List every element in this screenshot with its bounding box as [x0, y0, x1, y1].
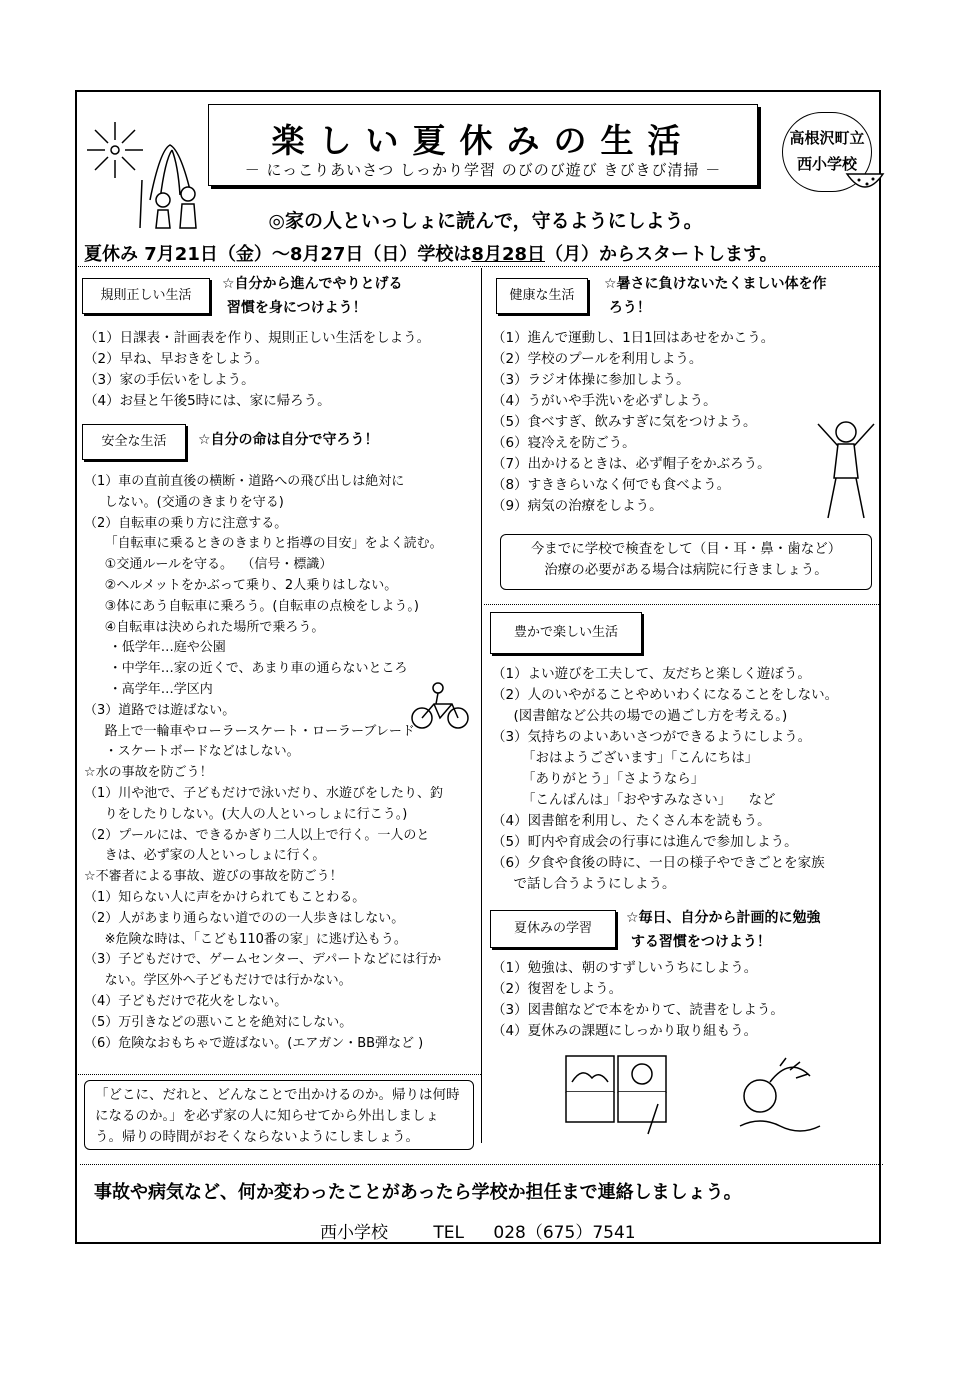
- picture-book-icon: [562, 1052, 672, 1136]
- section-label-health: 健康な生活: [496, 278, 588, 314]
- dates-suffix: （月）からスタートします。: [545, 244, 778, 265]
- tel-number: 028（675）7541: [493, 1223, 636, 1243]
- footer-contact: [320, 1218, 636, 1243]
- divider: [80, 1164, 883, 1165]
- page-subtitle: － にっこりあいさつ しっかり学習 のびのび遊び きびきび清掃 －: [244, 161, 722, 179]
- footer-school: 西小学校: [320, 1223, 388, 1243]
- checkup-note: 今までに学校で検査をして（目・耳・鼻・歯など） 治療の必要がある場合は病院に行きましょう。: [500, 534, 872, 590]
- section-label-regular: 規則正しい生活: [82, 278, 210, 314]
- section-label-rich: 豊かで楽しい生活: [490, 612, 642, 654]
- swimmer-icon: [730, 1046, 830, 1136]
- goal-study: ☆毎日、自分から計画的に勉強 する習慣をつけよう！: [626, 910, 821, 950]
- outing-note: 「どこに、だれと、どんなことで出かけるのか。帰りは何時 になるのか。」を必ず家の人に知らせてから外出しましょ う。帰りの時間がおそくならないようにしましょう。: [84, 1080, 474, 1150]
- goal-regular: ☆自分から進んでやりとげる 習慣を身につけよう！: [222, 276, 403, 316]
- dates-prefix: 夏休み 7月21日（金）～8月27日（日）学校は: [84, 244, 472, 265]
- bicycle-icon: [408, 682, 472, 730]
- section-label-safety: 安全な生活: [82, 424, 186, 460]
- regular-list: （1）日課表・計画表を作り、規則正しい生活をしよう。 （2）早ね、早おきをしよう。 （3）家の手伝いをしよう。 （4）お昼と午後5時には、家に帰ろう。: [84, 330, 431, 409]
- safety-list: （1）車の直前直後の横断・道路への飛び出しは絶対に しない。(交通のきまりを守る) （2）自転車の乗り方に注意する。 「自転車に乗るときのきまりと指導の目安」をよく読む。 ①交通ルールを守る。 （信号・標識） ②ヘルメットをかぶって乗り、2人乗りはしない。 ③体にあう自転車に乗ろう。(自転車の点検をしよう。) ④自転車は決められた場所で乗ろう。 ・低学年…庭や公園 ・中学年…家の近くで、あまり車の通らないところ ・高学年…学区内 （3）道路では遊ばない。 路上で一輪車やローラースケート・ローラーブレード ・スケートボードなどはしない。 ☆水の事故を防ごう！ （1）川や池で、子どもだけで泳いだり、水遊びをしたり、釣 りをしたりしない。(大人の人といっしょに行こう。) （2）プールには、できるかぎり二人以上で行く。一人のと きは、必ず家の人といっしょに行く。 ☆不審者による事故、遊びの事故を防ごう！ （1）知らない人に声をかけられてもことわる。 （2）人があまり通らない道でのの一人歩きはしない。 ※危険な時は、「こども110番の家」に逃げ込もう。 （3）子どもだけで、ゲームセンター、デパートなどには行か ない。学区外へ子どもだけでは行かない。 （4）子どもだけで花火をしない。 （5）万引きなどの悪いことを絶対にしない。 （6）危険なおもちゃで遊ばない。(エアガン・BB弾など ): [84, 474, 444, 1051]
- goal-health: ☆暑さに負けないたくましい体を作 ろう！: [604, 276, 827, 316]
- exercise-icon: [808, 414, 884, 524]
- goal-safety: ☆自分の命は自分で守ろう！: [198, 432, 379, 448]
- study-list: （1）勉強は、朝のすずしいうちにしよう。 （2）復習をしよう。 （3）図書館などで本をかりて、読書をしよう。 （4）夏休みの課題にしっかり取り組もう。: [492, 960, 784, 1039]
- divider: [76, 266, 881, 267]
- health-list: （1）進んで運動し、1日1回はあせをかこう。 （2）学校のプールを利用しよう。 （3）ラジオ体操に参加しよう。 （4）うがいや手洗いを必ずしよう。 （5）食べすぎ、飲みすぎに気をつけよう。 （6）寝冷えを防ごう。 （7）出かけるときは、必ず帽子をかぶろう。 （8）すききらいなく何でも食べよう。 （9）病気の治療をしよう。: [492, 330, 775, 514]
- school-name: 西小学校: [796, 155, 857, 173]
- footer: [80, 1170, 882, 1243]
- column-divider: [481, 268, 482, 1143]
- footer-message: 事故や病気など、何か変わったことがあったら学校か担任まで連絡しましょう。: [94, 1182, 742, 1203]
- divider: [484, 604, 881, 605]
- school-start-date: 8月28日: [471, 244, 545, 265]
- rich-list: （1）よい遊びを工夫して、友だちと楽しく遊ぼう。 （2）人のいやがることやめいわくになることをしない。 (図書館など公共の場での過ごし方を考える。) （3）気持ちのよいあいさつができるようにしよう。 「おはようございます」「こんにちは」 「ありがとう」「さようなら」 「こんばんは」「おやすみなさい」 など （4）図書館を利用し、たくさん本を読もう。 （5）町内や育成会の行事には進んで参加しよう。 （6）夕食や食後の時に、一日の様子やできごとを家族 で話し合うようにしよう。: [492, 666, 839, 892]
- section-label-study: 夏休みの学習: [490, 910, 616, 948]
- page-title: 楽しい夏休みの生活: [271, 121, 695, 160]
- intro-message: ◎家の人といっしょに読んで，守るようにしよう。: [268, 210, 703, 232]
- divider: [76, 1074, 481, 1075]
- tel-label: TEL: [433, 1223, 465, 1243]
- school-town: 高根沢町立: [789, 129, 865, 147]
- title-box: [208, 104, 758, 186]
- watermelon-icon: [845, 170, 885, 198]
- vacation-dates: [84, 240, 778, 266]
